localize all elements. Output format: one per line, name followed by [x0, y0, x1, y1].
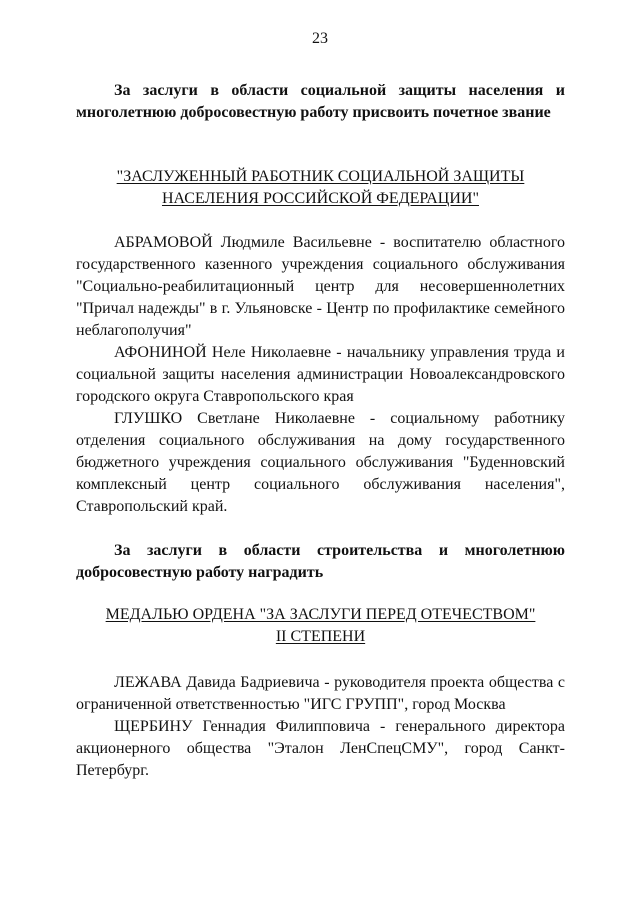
recipient-name: ЛЕЖАВА Давида Бадриевича: [114, 674, 320, 691]
recipient-name: ЩЕРБИНУ Геннадия Филипповича: [114, 718, 371, 735]
section-2-intro: За заслуги в области строительства и многолетнюю добросовестную работу наградить: [76, 542, 565, 581]
recipient-text: - руководителя проекта общества с ограниченной ответственностью "ИГС ГРУПП", город Москва: [76, 674, 566, 713]
recipient-entry: [76, 342, 565, 408]
recipient-name: АБРАМОВОЙ Людмиле Васильевне: [114, 234, 372, 251]
section-2-title: [76, 604, 565, 648]
section-1-intro: За заслуги в области социальной защиты населения и многолетнюю добросовестную работу присвоить почетное звание: [76, 82, 565, 121]
section-2-title-line-1: МЕДАЛЬЮ ОРДЕНА "ЗА ЗАСЛУГИ ПЕРЕД ОТЕЧЕСТВОМ": [105, 606, 536, 623]
section-1-title-line-1: "ЗАСЛУЖЕННЫЙ РАБОТНИК СОЦИАЛЬНОЙ ЗАЩИТЫ: [116, 168, 525, 185]
recipient-text: - начальнику управления труда и социальной защиты населения администрации Новоалександровского городского округа Ставропольского края: [76, 344, 565, 405]
page-number: 23: [312, 30, 328, 47]
recipient-entry: [76, 408, 565, 518]
recipient-text: - социальному работнику отделения социального обслуживания на дому государственного бюджетного учреждения социального обслуживания "Буденновский комплексный центр социального обслуживания населения", Ставропольский край.: [76, 410, 566, 515]
section-2-recipients: [76, 672, 565, 782]
recipient-name: ГЛУШКО Светлане Николаевне: [114, 410, 355, 427]
section-1-recipients: [76, 232, 565, 518]
section-2-title-line-2: II СТЕПЕНИ: [275, 628, 366, 645]
recipient-entry: [76, 232, 565, 342]
recipient-entry: [76, 672, 565, 716]
recipient-text: - воспитателю областного государственного казенного учреждения социального обслуживания "Социально-реабилитационный центр для несовершеннолетних "Причал надежды" в г. Ульяновске - Центр по профилактике семейного неблагополучия": [76, 234, 565, 339]
recipient-entry: [76, 716, 565, 782]
recipient-text: - генерального директора акционерного общества "Эталон ЛенСпецСМУ", город Санкт-Петербург.: [76, 718, 566, 779]
recipient-name: АФОНИНОЙ Неле Николаевне: [114, 344, 332, 361]
section-1-title: [76, 166, 565, 210]
section-1-title-line-2: НАСЕЛЕНИЯ РОССИЙСКОЙ ФЕДЕРАЦИИ": [161, 190, 479, 207]
